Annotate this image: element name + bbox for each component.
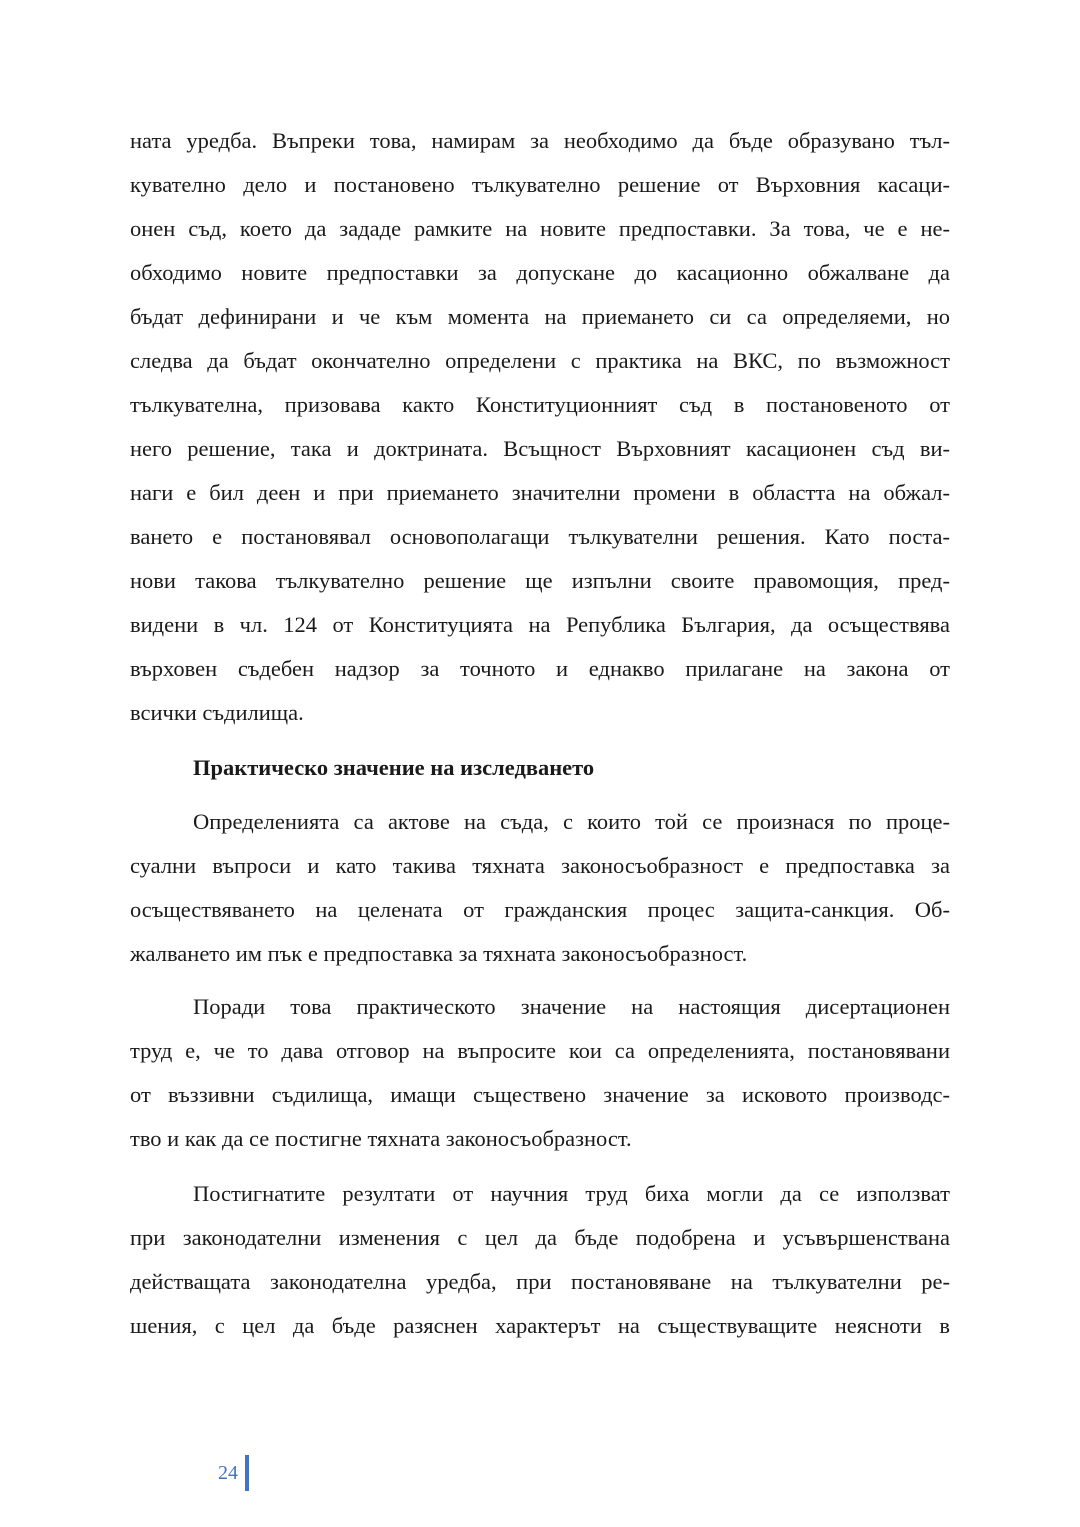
- text-line: обходимо новите предпоставки за допускане до касационно обжалване да: [130, 260, 950, 285]
- text-line: труд е, че то дава отговор на въпросите кои са определенията, постановявани: [130, 1038, 950, 1063]
- text-line: следва да бъдат окончателно определени с практика на ВКС, по възможност: [130, 348, 950, 373]
- text-line: суални въпроси и като такива тяхната законосъобразност е предпоставка за: [130, 853, 950, 878]
- text-line: него решение, така и доктрината. Всъщност Върховният касационен съд ви-: [130, 436, 950, 461]
- paragraph-1: [130, 119, 950, 735]
- paragraph-3: [130, 985, 950, 1161]
- text-line: онен съд, което да зададе рамките на новите предпоставки. За това, че е не-: [130, 216, 950, 241]
- text-line: действащата законодателна уредба, при постановяване на тълкувателни ре-: [130, 1269, 950, 1294]
- text-line: ната уредба. Въпреки това, намирам за необходимо да бъде образувано тъл-: [130, 128, 950, 153]
- text-line: Определенията са актове на съда, с които той се произнася по проце-: [193, 809, 950, 834]
- paragraph-2: [130, 800, 950, 976]
- page-number: 24: [218, 1461, 238, 1484]
- text-line: Постигнатите резултати от научния труд биха могли да се използват: [193, 1181, 950, 1206]
- text-line: от въззивни съдилища, имащи съществено значение за исковото производс-: [130, 1082, 950, 1107]
- text-line: Поради това практическото значение на настоящия дисертационен: [193, 994, 950, 1019]
- text-line: видени в чл. 124 от Конституцията на Република България, да осъществява: [130, 612, 950, 637]
- text-line: нови такова тълкувателно решение ще изпълни своите правомощия, пред-: [130, 568, 950, 593]
- section-heading: Практическо значение на изследването: [193, 755, 595, 780]
- page-footer: [218, 1453, 249, 1493]
- text-line: кувателно дело и постановено тълкувателно решение от Върховния касаци-: [130, 172, 950, 197]
- text-line: тво и как да се постигне тяхната законосъобразност.: [130, 1126, 632, 1151]
- text-line: тълкувателна, призовава както Конституционният съд в постановеното от: [130, 392, 950, 417]
- text-line: при законодателни изменения с цел да бъде подобрена и усъвършенствана: [130, 1225, 950, 1250]
- text-line: всички съдилища.: [130, 700, 304, 725]
- text-line: наги е бил деен и при приемането значителни промени в областта на обжал-: [130, 480, 950, 505]
- text-line: ването е постановявал основополагащи тълкувателни решения. Като поста-: [130, 524, 950, 549]
- text-line: бъдат дефинирани и че към момента на приемането си са определяеми, но: [130, 304, 950, 329]
- text-line: върховен съдебен надзор за точното и еднакво прилагане на закона от: [130, 656, 950, 681]
- paragraph-4: [130, 1172, 950, 1348]
- text-line: осъществяването на целената от гражданския процес защита-санкция. Об-: [130, 897, 950, 922]
- footer-divider: [245, 1455, 249, 1491]
- text-line: шения, с цел да бъде разяснен характерът на съществуващите неясноти в: [130, 1313, 950, 1338]
- text-line: жалването им пък е предпоставка за тяхната законосъобразност.: [130, 941, 748, 966]
